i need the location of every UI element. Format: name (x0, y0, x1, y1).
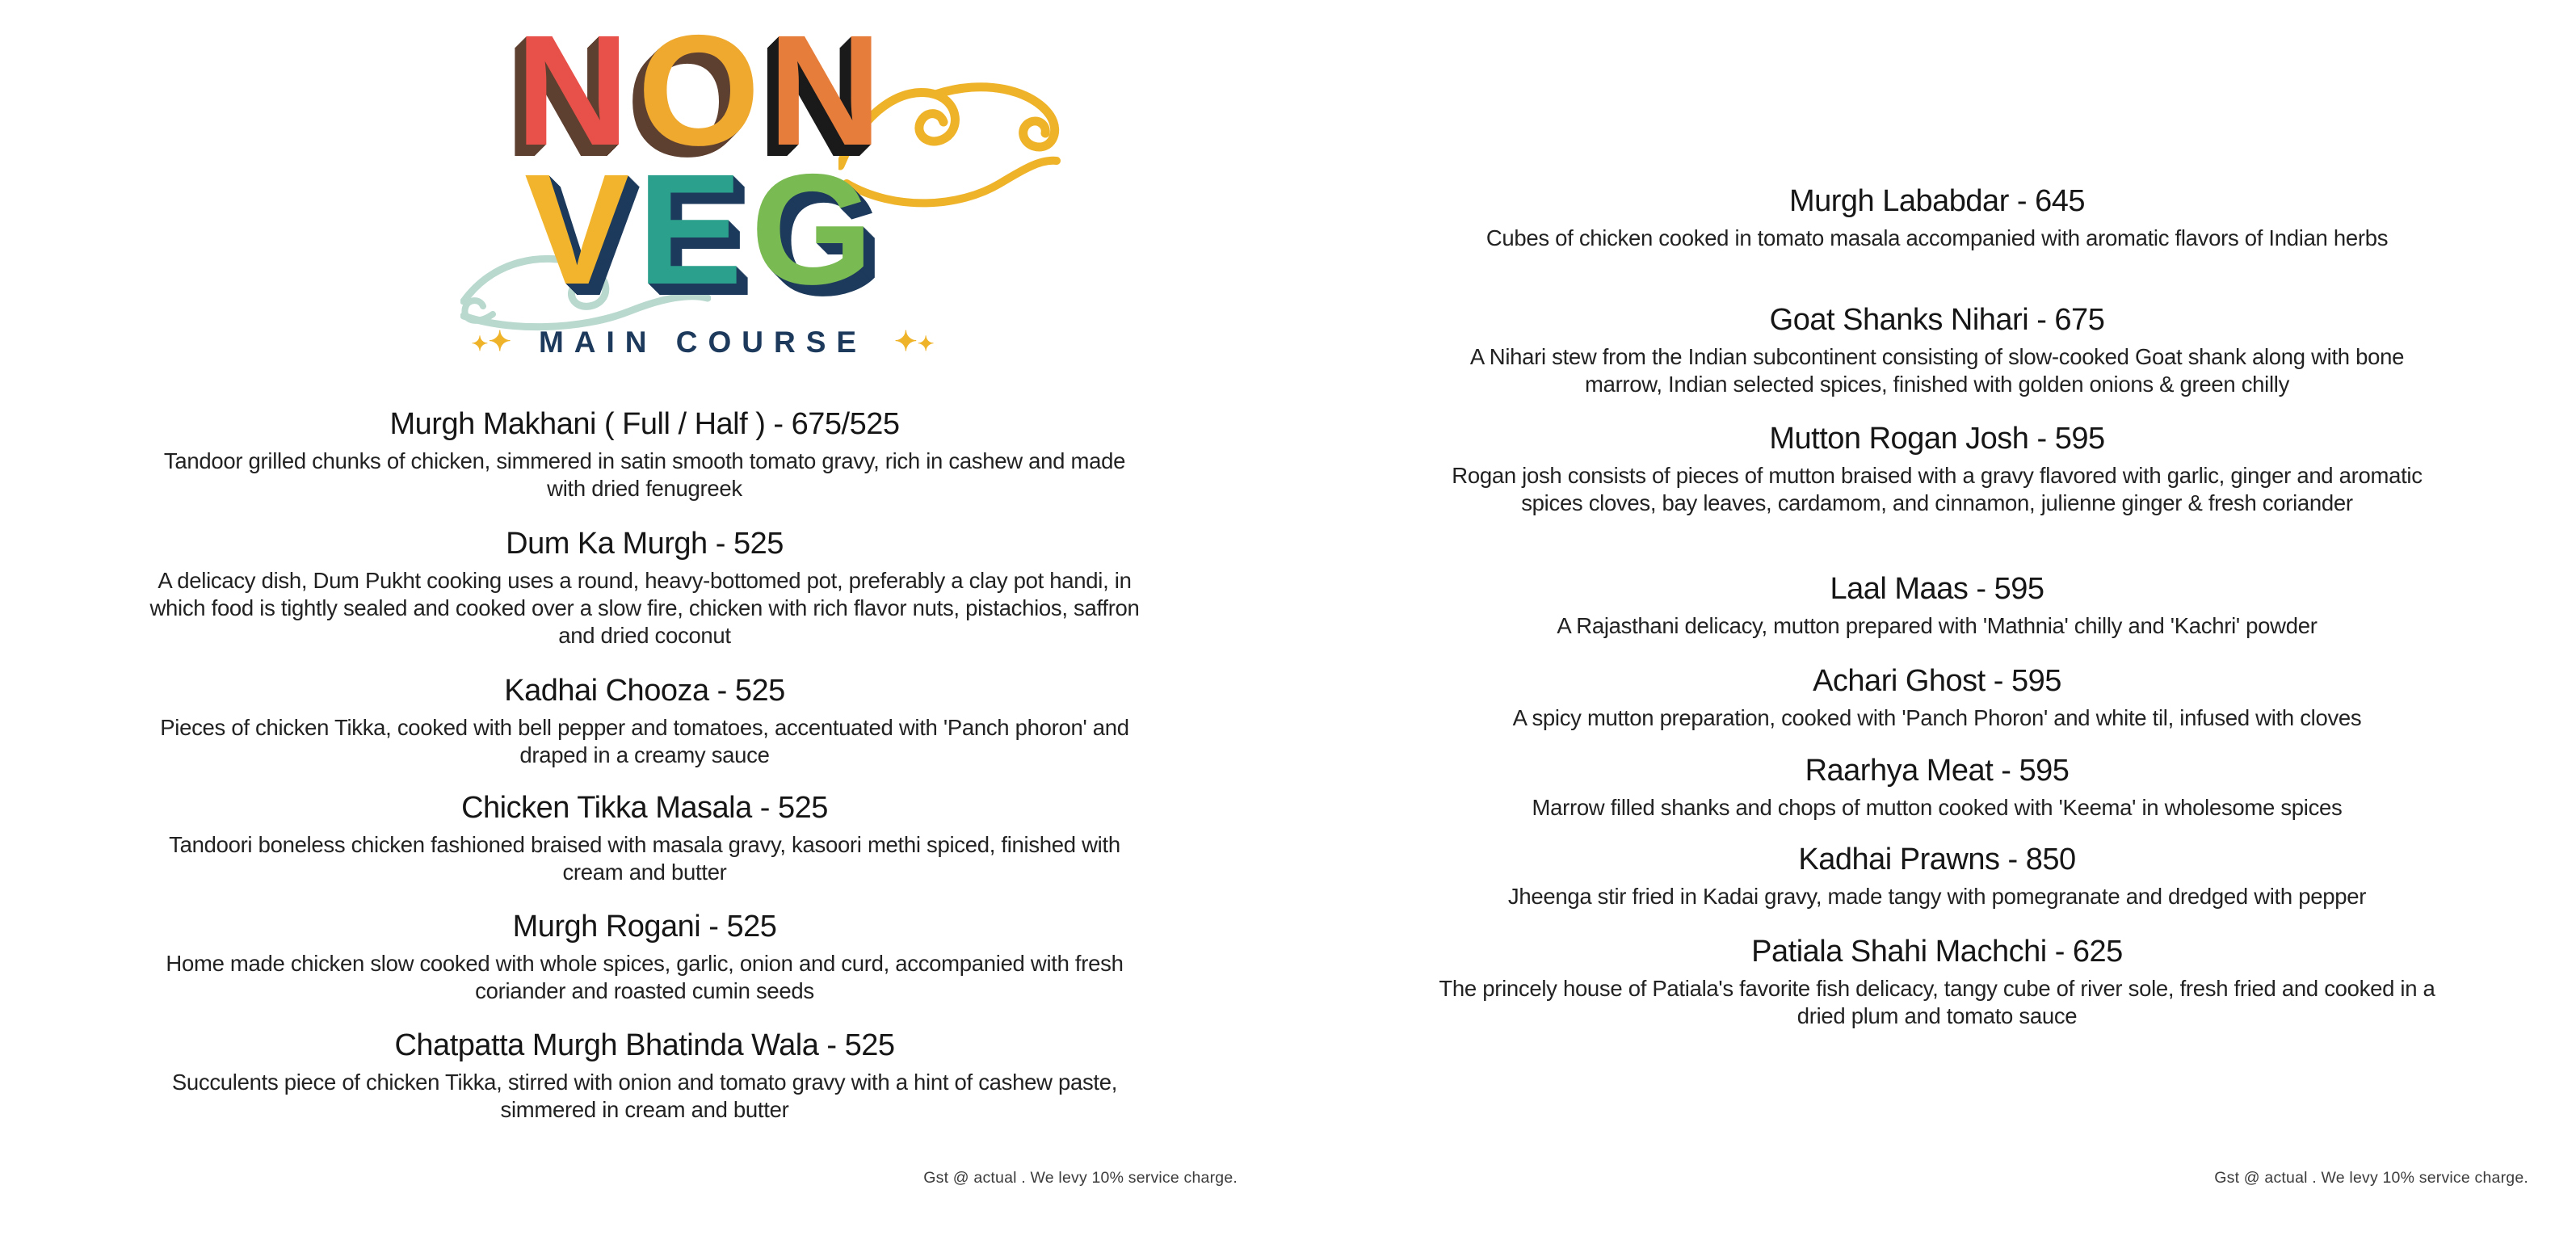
menu-item-desc: Tandoori boneless chicken fashioned braised with masala gravy, kasoori methi spiced, finished with cream and butter (169, 832, 1120, 885)
menu-item-title: Goat Shanks Nihari - 675 (1769, 303, 2105, 337)
menu-item-desc: Pieces of chicken Tikka, cooked with bell pepper and tomatoes, accentuated with 'Panch phoron' and draped in a creamy sauce (160, 715, 1129, 767)
menu-item-title: Kadhai Prawns - 850 (1798, 843, 2076, 876)
menu-item (144, 525, 1145, 649)
menu-item (1436, 841, 2438, 910)
main-course-label: MAIN COURSE (538, 326, 868, 359)
menu-item-title: Patiala Shahi Machchi - 625 (1751, 935, 2123, 969)
menu-item-title: Murgh Makhani ( Full / Half ) - 675/525 (389, 407, 900, 441)
menu-item-title: Chicken Tikka Masala - 525 (461, 791, 828, 825)
menu-item (1436, 420, 2438, 517)
menu-item-title: Kadhai Chooza - 525 (504, 674, 785, 708)
menu-item-title: Raarhya Meat - 595 (1805, 754, 2070, 788)
menu-item-desc: Tandoor grilled chunks of chicken, simmered in satin smooth tomato gravy, rich in cashew and made with dried fenugreek (163, 448, 1126, 501)
menu-item-desc: Cubes of chicken cooked in tomato masala accompanied with aromatic flavors of Indian herbs (1486, 225, 2389, 250)
menu-item-title: Achari Ghost - 595 (1813, 664, 2061, 698)
star-icon: ✦ (471, 333, 489, 355)
menu-item (144, 406, 1145, 502)
menu-item (1436, 301, 2438, 398)
gst-service-charge-note: Gst @ actual . We levy 10% service charge. (923, 1169, 1238, 1187)
menu-item-title: Dum Ka Murgh - 525 (506, 527, 784, 561)
logo-letter-n: N (767, 2, 890, 179)
logo-letter-e: E (637, 141, 751, 317)
logo-word-veg (226, 141, 1179, 351)
menu-item-desc: A spicy mutton preparation, cooked with 'Panch Phoron' and white til, infused with cloves (1512, 705, 2362, 730)
star-icon: ✦ (894, 326, 918, 357)
menu-item-title: Laal Maas - 595 (1830, 572, 2044, 606)
menu-item-title: Mutton Rogan Josh - 595 (1769, 422, 2105, 456)
nonveg-logo (226, 2, 1179, 376)
star-icon: ✦ (917, 333, 935, 355)
logo-letter-o: O (637, 2, 768, 179)
menu-column-right (1436, 0, 2438, 1240)
menu-item-title: Murgh Rogani - 525 (512, 910, 777, 944)
menu-item-desc: A Nihari stew from the Indian subcontinent consisting of slow-cooked Goat shank along with bone marrow, Indian selected spices, finished with golden onions & green chilly (1469, 344, 2405, 397)
menu-item (1436, 570, 2438, 640)
menu-item (144, 1027, 1145, 1124)
menu-item (1436, 183, 2438, 252)
menu-item-desc: Jheenga stir fried in Kadai gravy, made tangy with pomegranate and dredged with pepper (1507, 884, 2367, 909)
menu-item-desc: A delicacy dish, Dum Pukht cooking uses a round, heavy-bottomed pot, preferably a clay pot handi, in which food is tightly sealed and cooked over a slow fire, chicken with rich flavor nuts, pistachios, saffron and dried coconut (149, 568, 1140, 648)
menu-item-desc: Home made chicken slow cooked with whole spices, garlic, onion and curd, accompanied with fresh coriander and roasted cumin seeds (166, 951, 1124, 1003)
menu-item-desc: Rogan josh consists of pieces of mutton braised with a gravy flavored with garlic, ginger and aromatic spices cloves, bay leaves, cardamom, and cinnamon, julienne ginger & fresh coriander (1452, 463, 2423, 515)
menu-item (1436, 752, 2438, 822)
logo-letter-g: G (750, 141, 881, 317)
menu-item (144, 908, 1145, 1005)
menu-item-title: Murgh Lababdar - 645 (1788, 184, 2086, 218)
menu-item-desc: Marrow filled shanks and chops of mutton cooked with 'Keema' in wholesome spices (1532, 795, 2343, 820)
menu-item (1436, 933, 2438, 1030)
menu-item-desc: A Rajasthani delicacy, mutton prepared with 'Mathnia' chilly and 'Kachri' powder (1557, 613, 2318, 638)
menu-item-desc: Succulents piece of chicken Tikka, stirred with onion and tomato gravy with a hint of cashew paste, simmered in cream and butter (171, 1070, 1118, 1122)
menu-item (144, 789, 1145, 886)
logo-letter-v: V (524, 141, 638, 317)
menu-item (144, 672, 1145, 769)
logo-letter-n: N (515, 2, 638, 179)
gst-service-charge-note: Gst @ actual . We levy 10% service charge. (2214, 1169, 2528, 1187)
menu-item (1436, 662, 2438, 732)
star-icon: ✦ (488, 326, 511, 357)
menu-item-title: Chatpatta Murgh Bhatinda Wala - 525 (394, 1028, 895, 1062)
menu-item-desc: The princely house of Patiala's favorite fish delicacy, tangy cube of river sole, fresh fried and cooked in a dried plum and tomato sauce (1439, 976, 2435, 1028)
